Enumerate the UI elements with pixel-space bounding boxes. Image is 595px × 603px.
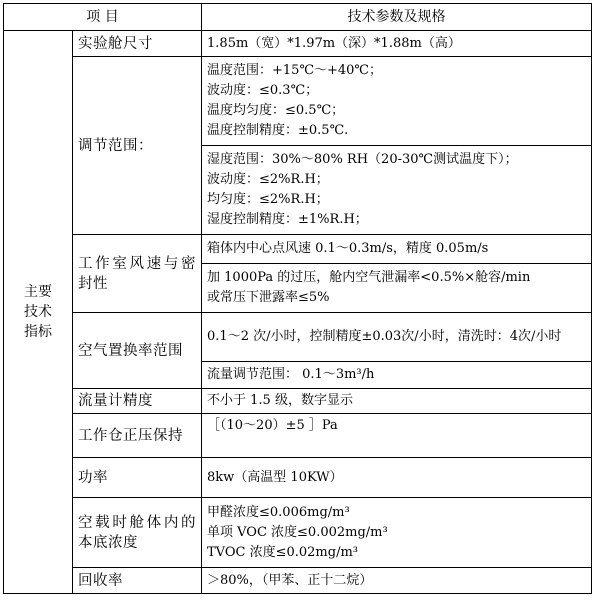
value-line: 流量调节范围： 0.1～3m³/h (207, 367, 375, 382)
table-row (4, 235, 592, 264)
value-line: 加 1000Pa 的过压，舱内空气泄漏率<0.5%×舱容/min (207, 270, 531, 285)
row-value (202, 264, 592, 313)
row-value (202, 57, 592, 146)
value-line: 温度范围：+15℃～+40℃； (207, 63, 382, 78)
table-row (4, 313, 592, 362)
row-value (202, 362, 592, 389)
row-label: 工作仓正压保持 (73, 414, 202, 458)
row-value (202, 414, 592, 458)
category-cell (4, 31, 73, 594)
row-label: 工作室风速与密封性 (73, 235, 202, 313)
table-row (4, 568, 592, 594)
category-line: 主要 (24, 284, 52, 300)
value-line: 温度均匀度：≤0.5℃； (207, 103, 345, 118)
value-line: 波动度：≤0.3℃； (207, 83, 319, 98)
header-item-cell: 项 目 (4, 4, 202, 31)
header-spec-cell: 技术参数及规格 (202, 4, 592, 31)
row-value (202, 498, 592, 568)
row-label: 空载时舱体内的本底浓度 (73, 498, 202, 568)
row-value (202, 458, 592, 498)
row-label: 空气置换率范围 (73, 313, 202, 389)
value-line: 湿度控制精度：±1%R.H； (207, 212, 368, 227)
value-line: 波动度：≤2%R.H； (207, 172, 329, 187)
value-line: 箱体内中心点风速 0.1～0.3m/s，精度 0.05m/s (207, 241, 489, 256)
table-row (4, 498, 592, 568)
value-line: ［（10～20）±5 ］Pa (207, 418, 338, 433)
table-row (4, 414, 592, 458)
value-line: 或常压下泄露率≤5% (207, 290, 330, 305)
value-line: 1.85m（宽）*1.97m（深）*1.88m（高） (207, 35, 461, 51)
row-value (202, 31, 592, 57)
row-value (202, 235, 592, 264)
row-label: 调节范围： (73, 57, 202, 235)
row-label: 功率 (73, 458, 202, 498)
row-label: 流量计精度 (73, 389, 202, 414)
row-value (202, 568, 592, 594)
value-line: 湿度范围：30%～80% RH（20-30℃测试温度下）； (207, 152, 518, 167)
value-line: 单项 VOC 浓度≤0.002mg/m³ (207, 524, 388, 540)
value-line: ＞80%，（甲苯、正十二烷） (207, 572, 373, 588)
row-label: 实验舱尺寸 (73, 31, 202, 57)
value-line: 8kw（高温型 10KW） (207, 469, 343, 485)
value-line: 甲醛浓度≤0.006mg/m³ (207, 504, 350, 520)
row-value (202, 313, 592, 362)
value-line: 均匀度：≤2%R.H； (207, 192, 329, 207)
table-row (4, 57, 592, 146)
category-line: 指标 (24, 324, 52, 340)
value-line: 温度控制精度：±0.5℃. (207, 123, 349, 138)
header-row (4, 4, 592, 31)
table-row (4, 458, 592, 498)
row-value (202, 389, 592, 414)
category-line: 技术 (24, 304, 52, 320)
value-line: 不小于 1.5 级，数字显示 (207, 393, 353, 408)
table-row (4, 31, 592, 57)
table-row (4, 389, 592, 414)
value-line: TVOC 浓度≤0.02mg/m³ (207, 544, 358, 560)
row-label: 回收率 (73, 568, 202, 594)
spec-table (3, 3, 592, 594)
row-value (202, 146, 592, 235)
value-line: 0.1～2 次/小时，控制精度±0.03次/小时，清洗时：4次/小时 (207, 329, 562, 344)
